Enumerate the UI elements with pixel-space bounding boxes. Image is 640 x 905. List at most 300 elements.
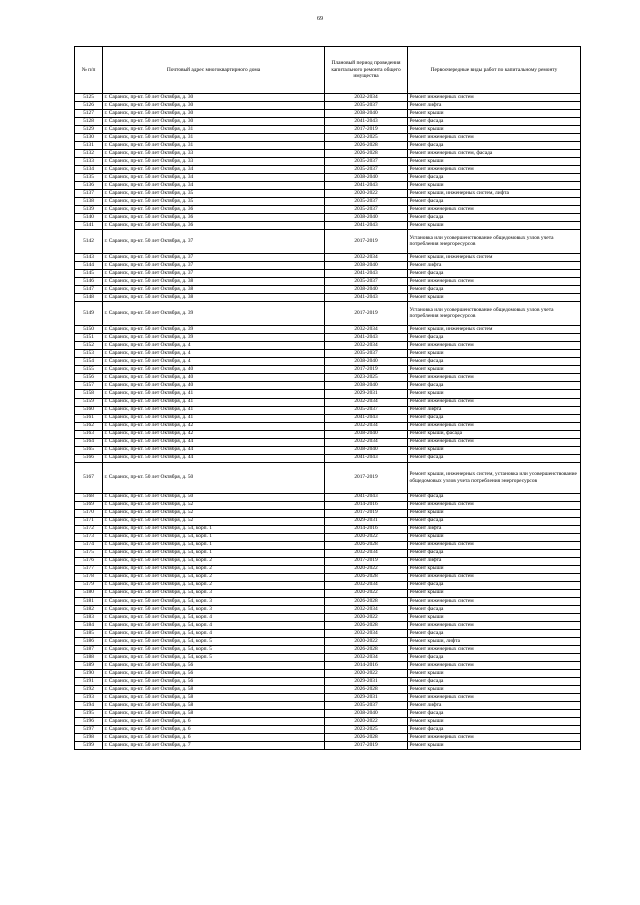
cell-period: 2032-2034 <box>325 438 408 446</box>
cell-num: 5134 <box>75 166 103 174</box>
table-row <box>75 446 581 454</box>
table-row <box>75 525 581 533</box>
cell-works: Ремонт инженерных систем <box>408 278 581 286</box>
table-row <box>75 230 581 254</box>
cell-works: Установка или усовершенствование общедомовых узлов учета потребления энергоресурсов <box>408 302 581 326</box>
cell-num: 5135 <box>75 174 103 182</box>
cell-period: 2038-2040 <box>325 110 408 118</box>
table-row <box>75 565 581 573</box>
cell-period: 2041-2043 <box>325 182 408 190</box>
cell-num: 5165 <box>75 446 103 454</box>
cell-works: Ремонт инженерных систем <box>408 438 581 446</box>
table-row <box>75 589 581 597</box>
table-row <box>75 166 581 174</box>
cell-num: 5170 <box>75 509 103 517</box>
cell-address: г. Саранск, пр-кт. 50 лет Октября, д. 6 <box>103 726 325 734</box>
table-row <box>75 110 581 118</box>
cell-period: 2041-2043 <box>325 222 408 230</box>
cell-works: Ремонт фасада <box>408 358 581 366</box>
cell-address: г. Саранск, пр-кт. 50 лет Октября, д. 35 <box>103 198 325 206</box>
table-row <box>75 573 581 581</box>
cell-address: г. Саранск, пр-кт. 50 лет Октября, д. 37 <box>103 262 325 270</box>
cell-num: 5126 <box>75 102 103 110</box>
table-row <box>75 517 581 525</box>
cell-period: 2029-2031 <box>325 517 408 525</box>
cell-works: Ремонт инженерных систем <box>408 166 581 174</box>
cell-num: 5127 <box>75 110 103 118</box>
cell-address: г. Саранск, пр-кт. 50 лет Октября, д. 39 <box>103 326 325 334</box>
cell-num: 5150 <box>75 326 103 334</box>
cell-works: Ремонт крыши <box>408 718 581 726</box>
cell-num: 5149 <box>75 302 103 326</box>
table-row <box>75 294 581 302</box>
cell-works: Ремонт инженерных систем <box>408 734 581 742</box>
cell-num: 5129 <box>75 126 103 134</box>
cell-period: 2026-2028 <box>325 150 408 158</box>
cell-address: г. Саранск, пр-кт. 50 лет Октября, д. 36 <box>103 206 325 214</box>
table-row <box>75 605 581 613</box>
table-row <box>75 326 581 334</box>
table-row <box>75 222 581 230</box>
cell-works: Ремонт лифта <box>408 262 581 270</box>
cell-period: 2032-2034 <box>325 398 408 406</box>
cell-address: г. Саранск, пр-кт. 50 лет Октября, д. 33 <box>103 150 325 158</box>
cell-works: Ремонт крыши <box>408 742 581 750</box>
cell-address: г. Саранск, пр-кт. 50 лет Октября, д. 31 <box>103 142 325 150</box>
cell-period: 2032-2034 <box>325 629 408 637</box>
table-row <box>75 382 581 390</box>
cell-period: 2041-2043 <box>325 334 408 342</box>
cell-works: Ремонт лифта <box>408 525 581 533</box>
table-row <box>75 549 581 557</box>
cell-period: 2035-2037 <box>325 406 408 414</box>
table-row <box>75 406 581 414</box>
cell-works: Ремонт инженерных систем <box>408 342 581 350</box>
cell-period: 2017-2019 <box>325 509 408 517</box>
cell-num: 5190 <box>75 669 103 677</box>
cell-address: г. Саранск, пр-кт. 50 лет Октября, д. 41 <box>103 390 325 398</box>
cell-num: 5139 <box>75 206 103 214</box>
cell-num: 5194 <box>75 702 103 710</box>
cell-num: 5143 <box>75 254 103 262</box>
header-period: Плановый период проведения капитального ремонта общего имущества <box>325 47 408 94</box>
cell-period: 2032-2034 <box>325 342 408 350</box>
cell-works: Установка или усовершенствование общедомовых узлов учета потребления энергоресурсов <box>408 230 581 254</box>
cell-num: 5197 <box>75 726 103 734</box>
table-row <box>75 414 581 422</box>
cell-num: 5152 <box>75 342 103 350</box>
cell-period: 2032-2034 <box>325 549 408 557</box>
cell-works: Ремонт инженерных систем <box>408 501 581 509</box>
cell-works: Ремонт фасада <box>408 334 581 342</box>
cell-period: 2020-2022 <box>325 589 408 597</box>
cell-address: г. Саранск, пр-кт. 50 лет Октября, д. 34 <box>103 166 325 174</box>
table-row <box>75 126 581 134</box>
cell-num: 5131 <box>75 142 103 150</box>
cell-num: 5160 <box>75 406 103 414</box>
cell-works: Ремонт инженерных систем <box>408 374 581 382</box>
cell-num: 5174 <box>75 541 103 549</box>
table-row <box>75 302 581 326</box>
table-row <box>75 509 581 517</box>
cell-num: 5181 <box>75 597 103 605</box>
cell-address: г. Саранск, пр-кт. 50 лет Октября, д. 58 <box>103 702 325 710</box>
cell-works: Ремонт инженерных систем <box>408 541 581 549</box>
cell-address: г. Саранск, пр-кт. 50 лет Октября, д. 39 <box>103 334 325 342</box>
cell-address: г. Саранск, пр-кт. 50 лет Октября, д. 54, корп. 4 <box>103 613 325 621</box>
cell-num: 5163 <box>75 430 103 438</box>
cell-address: г. Саранск, пр-кт. 50 лет Октября, д. 6 <box>103 718 325 726</box>
table-row <box>75 501 581 509</box>
table-body <box>75 94 581 750</box>
table-row <box>75 645 581 653</box>
cell-works: Ремонт крыши <box>408 366 581 374</box>
cell-period: 2017-2019 <box>325 302 408 326</box>
cell-address: г. Саранск, пр-кт. 50 лет Октября, д. 54, корп. 4 <box>103 621 325 629</box>
cell-address: г. Саранск, пр-кт. 50 лет Октября, д. 52 <box>103 517 325 525</box>
table-row <box>75 430 581 438</box>
cell-num: 5178 <box>75 573 103 581</box>
cell-num: 5147 <box>75 286 103 294</box>
cell-address: г. Саранск, пр-кт. 50 лет Октября, д. 38 <box>103 286 325 294</box>
cell-address: г. Саранск, пр-кт. 50 лет Октября, д. 54, корп. 2 <box>103 565 325 573</box>
cell-works: Ремонт инженерных систем <box>408 398 581 406</box>
cell-period: 2023-2025 <box>325 374 408 382</box>
cell-period: 2035-2037 <box>325 166 408 174</box>
table-row <box>75 726 581 734</box>
cell-address: г. Саранск, пр-кт. 50 лет Октября, д. 41 <box>103 414 325 422</box>
cell-address: г. Саранск, пр-кт. 50 лет Октября, д. 40 <box>103 382 325 390</box>
cell-period: 2035-2037 <box>325 350 408 358</box>
cell-num: 5176 <box>75 557 103 565</box>
cell-period: 2032-2034 <box>325 254 408 262</box>
cell-works: Ремонт фасада <box>408 710 581 718</box>
cell-period: 2038-2040 <box>325 358 408 366</box>
table-row <box>75 629 581 637</box>
table-row <box>75 286 581 294</box>
cell-num: 5158 <box>75 390 103 398</box>
cell-address: г. Саранск, пр-кт. 50 лет Октября, д. 58 <box>103 686 325 694</box>
table-row <box>75 366 581 374</box>
table-row <box>75 102 581 110</box>
table-row <box>75 214 581 222</box>
cell-num: 5193 <box>75 694 103 702</box>
cell-period: 2020-2022 <box>325 718 408 726</box>
table-row <box>75 653 581 661</box>
cell-works: Ремонт фасада <box>408 414 581 422</box>
cell-address: г. Саранск, пр-кт. 50 лет Октября, д. 4 <box>103 358 325 366</box>
cell-period: 2026-2028 <box>325 142 408 150</box>
cell-num: 5177 <box>75 565 103 573</box>
cell-num: 5145 <box>75 270 103 278</box>
cell-period: 2035-2037 <box>325 158 408 166</box>
cell-works: Ремонт фасада <box>408 198 581 206</box>
table-row <box>75 182 581 190</box>
cell-period: 2032-2034 <box>325 94 408 102</box>
cell-num: 5199 <box>75 742 103 750</box>
table-row <box>75 621 581 629</box>
cell-works: Ремонт крыши <box>408 533 581 541</box>
cell-period: 2017-2019 <box>325 742 408 750</box>
cell-works: Ремонт крыши, инженерных систем, лифта <box>408 190 581 198</box>
cell-period: 2017-2019 <box>325 366 408 374</box>
cell-works: Ремонт фасада <box>408 629 581 637</box>
cell-period: 2032-2034 <box>325 326 408 334</box>
cell-period: 2014-2016 <box>325 525 408 533</box>
cell-period: 2041-2043 <box>325 454 408 462</box>
table-header-row <box>75 47 581 94</box>
cell-num: 5132 <box>75 150 103 158</box>
cell-num: 5133 <box>75 158 103 166</box>
table-row <box>75 742 581 750</box>
cell-num: 5161 <box>75 414 103 422</box>
table-row <box>75 454 581 462</box>
cell-works: Ремонт крыши <box>408 390 581 398</box>
cell-num: 5172 <box>75 525 103 533</box>
cell-works: Ремонт крыши, лифта <box>408 637 581 645</box>
cell-num: 5175 <box>75 549 103 557</box>
table-row <box>75 190 581 198</box>
cell-period: 2032-2034 <box>325 581 408 589</box>
cell-works: Ремонт крыши <box>408 669 581 677</box>
cell-num: 5180 <box>75 589 103 597</box>
table-row <box>75 541 581 549</box>
cell-works: Ремонт фасада <box>408 581 581 589</box>
table-row <box>75 661 581 669</box>
cell-address: г. Саранск, пр-кт. 50 лет Октября, д. 54, корп. 5 <box>103 653 325 661</box>
cell-period: 2020-2022 <box>325 637 408 645</box>
cell-works: Ремонт фасада <box>408 270 581 278</box>
cell-works: Ремонт крыши, инженерных систем <box>408 254 581 262</box>
cell-period: 2041-2043 <box>325 493 408 501</box>
cell-address: г. Саранск, пр-кт. 50 лет Октября, д. 52 <box>103 509 325 517</box>
cell-num: 5151 <box>75 334 103 342</box>
table-row <box>75 134 581 142</box>
table-row <box>75 350 581 358</box>
table-row <box>75 694 581 702</box>
cell-works: Ремонт инженерных систем <box>408 134 581 142</box>
cell-address: г. Саранск, пр-кт. 50 лет Октября, д. 54, корп. 3 <box>103 589 325 597</box>
cell-num: 5162 <box>75 422 103 430</box>
repair-schedule-table <box>74 46 581 750</box>
page-number: 69 <box>317 16 323 22</box>
cell-period: 2029-2031 <box>325 694 408 702</box>
cell-address: г. Саранск, пр-кт. 50 лет Октября, д. 56 <box>103 669 325 677</box>
cell-works: Ремонт крыши, инженерных систем, установка или усовершенствование общедомовых узлов учета потребления энергоресурсов <box>408 462 581 493</box>
cell-address: г. Саранск, пр-кт. 50 лет Октября, д. 31 <box>103 134 325 142</box>
cell-works: Ремонт крыши <box>408 294 581 302</box>
cell-period: 2035-2037 <box>325 198 408 206</box>
cell-address: г. Саранск, пр-кт. 50 лет Октября, д. 54, корп. 3 <box>103 605 325 613</box>
cell-works: Ремонт инженерных систем <box>408 94 581 102</box>
table-row <box>75 438 581 446</box>
cell-works: Ремонт крыши <box>408 182 581 190</box>
table-row <box>75 118 581 126</box>
cell-works: Ремонт фасада <box>408 142 581 150</box>
cell-works: Ремонт фасада <box>408 677 581 685</box>
cell-period: 2038-2040 <box>325 174 408 182</box>
cell-num: 5155 <box>75 366 103 374</box>
cell-num: 5156 <box>75 374 103 382</box>
table-row <box>75 206 581 214</box>
cell-address: г. Саранск, пр-кт. 50 лет Октября, д. 54, корп. 5 <box>103 637 325 645</box>
cell-address: г. Саранск, пр-кт. 50 лет Октября, д. 35 <box>103 190 325 198</box>
cell-num: 5141 <box>75 222 103 230</box>
table-row <box>75 533 581 541</box>
cell-works: Ремонт инженерных систем <box>408 694 581 702</box>
cell-address: г. Саранск, пр-кт. 50 лет Октября, д. 54, корп. 2 <box>103 573 325 581</box>
cell-num: 5183 <box>75 613 103 621</box>
cell-period: 2038-2040 <box>325 430 408 438</box>
cell-address: г. Саранск, пр-кт. 50 лет Октября, д. 54, корп. 1 <box>103 541 325 549</box>
cell-period: 2029-2031 <box>325 677 408 685</box>
cell-works: Ремонт фасада <box>408 174 581 182</box>
cell-works: Ремонт лифта <box>408 102 581 110</box>
table-row <box>75 557 581 565</box>
cell-works: Ремонт инженерных систем <box>408 597 581 605</box>
cell-address: г. Саранск, пр-кт. 50 лет Октября, д. 30 <box>103 102 325 110</box>
header-num: № п/п <box>75 47 103 94</box>
cell-address: г. Саранск, пр-кт. 50 лет Октября, д. 41 <box>103 398 325 406</box>
table-row <box>75 342 581 350</box>
cell-period: 2026-2028 <box>325 621 408 629</box>
cell-period: 2035-2037 <box>325 102 408 110</box>
table-row <box>75 637 581 645</box>
cell-num: 5191 <box>75 677 103 685</box>
cell-address: г. Саранск, пр-кт. 50 лет Октября, д. 58 <box>103 694 325 702</box>
cell-num: 5136 <box>75 182 103 190</box>
cell-works: Ремонт фасада <box>408 493 581 501</box>
cell-period: 2041-2043 <box>325 414 408 422</box>
cell-works: Ремонт фасада <box>408 653 581 661</box>
cell-works: Ремонт фасада <box>408 549 581 557</box>
table-row <box>75 278 581 286</box>
cell-period: 2020-2022 <box>325 613 408 621</box>
cell-period: 2026-2028 <box>325 686 408 694</box>
cell-num: 5168 <box>75 493 103 501</box>
cell-address: г. Саранск, пр-кт. 50 лет Октября, д. 4 <box>103 342 325 350</box>
cell-address: г. Саранск, пр-кт. 50 лет Октября, д. 33 <box>103 158 325 166</box>
cell-period: 2041-2043 <box>325 270 408 278</box>
cell-works: Ремонт инженерных систем <box>408 661 581 669</box>
cell-works: Ремонт крыши <box>408 446 581 454</box>
cell-address: г. Саранск, пр-кт. 50 лет Октября, д. 52 <box>103 501 325 509</box>
cell-period: 2038-2040 <box>325 710 408 718</box>
cell-works: Ремонт крыши <box>408 565 581 573</box>
cell-works: Ремонт фасада <box>408 454 581 462</box>
cell-address: г. Саранск, пр-кт. 50 лет Октября, д. 41 <box>103 406 325 414</box>
cell-period: 2038-2040 <box>325 446 408 454</box>
cell-period: 2017-2019 <box>325 557 408 565</box>
cell-num: 5169 <box>75 501 103 509</box>
table-row <box>75 270 581 278</box>
table-row <box>75 158 581 166</box>
cell-num: 5167 <box>75 462 103 493</box>
cell-period: 2041-2043 <box>325 294 408 302</box>
cell-num: 5130 <box>75 134 103 142</box>
cell-num: 5192 <box>75 686 103 694</box>
cell-works: Ремонт инженерных систем <box>408 645 581 653</box>
table-row <box>75 334 581 342</box>
cell-period: 2026-2028 <box>325 573 408 581</box>
cell-works: Ремонт фасада <box>408 726 581 734</box>
cell-works: Ремонт крыши <box>408 222 581 230</box>
cell-num: 5164 <box>75 438 103 446</box>
table-row <box>75 613 581 621</box>
cell-address: г. Саранск, пр-кт. 50 лет Октября, д. 4 <box>103 350 325 358</box>
cell-works: Ремонт лифта <box>408 557 581 565</box>
table-row <box>75 669 581 677</box>
table-row <box>75 398 581 406</box>
cell-period: 2038-2040 <box>325 286 408 294</box>
cell-address: г. Саранск, пр-кт. 50 лет Октября, д. 54, корп. 4 <box>103 629 325 637</box>
cell-works: Ремонт фасада <box>408 286 581 294</box>
cell-works: Ремонт фасада <box>408 605 581 613</box>
cell-period: 2020-2022 <box>325 669 408 677</box>
cell-works: Ремонт инженерных систем, фасада <box>408 150 581 158</box>
cell-works: Ремонт крыши <box>408 686 581 694</box>
cell-address: г. Саранск, пр-кт. 50 лет Октября, д. 30 <box>103 94 325 102</box>
cell-period: 2023-2025 <box>325 134 408 142</box>
table-row <box>75 198 581 206</box>
cell-period: 2035-2037 <box>325 278 408 286</box>
table-row <box>75 462 581 493</box>
cell-address: г. Саранск, пр-кт. 50 лет Октября, д. 6 <box>103 734 325 742</box>
table-row <box>75 374 581 382</box>
table-row <box>75 358 581 366</box>
cell-num: 5166 <box>75 454 103 462</box>
cell-address: г. Саранск, пр-кт. 50 лет Октября, д. 31 <box>103 126 325 134</box>
cell-period: 2026-2028 <box>325 597 408 605</box>
cell-works: Ремонт крыши <box>408 613 581 621</box>
cell-address: г. Саранск, пр-кт. 50 лет Октября, д. 54, корп. 1 <box>103 533 325 541</box>
cell-address: г. Саранск, пр-кт. 50 лет Октября, д. 54, корп. 3 <box>103 597 325 605</box>
cell-address: г. Саранск, пр-кт. 50 лет Октября, д. 54, корп. 2 <box>103 581 325 589</box>
table-row <box>75 710 581 718</box>
cell-works: Ремонт фасада <box>408 214 581 222</box>
cell-address: г. Саранск, пр-кт. 50 лет Октября, д. 44 <box>103 438 325 446</box>
cell-num: 5142 <box>75 230 103 254</box>
cell-address: г. Саранск, пр-кт. 50 лет Октября, д. 54, корп. 1 <box>103 549 325 557</box>
cell-works: Ремонт крыши <box>408 509 581 517</box>
cell-address: г. Саранск, пр-кт. 50 лет Октября, д. 38 <box>103 278 325 286</box>
cell-address: г. Саранск, пр-кт. 50 лет Октября, д. 34 <box>103 174 325 182</box>
cell-period: 2017-2019 <box>325 126 408 134</box>
table-row <box>75 150 581 158</box>
cell-works: Ремонт лифта <box>408 702 581 710</box>
cell-works: Ремонт крыши <box>408 110 581 118</box>
header-works: Первоочередные виды работ по капитальному ремонту <box>408 47 581 94</box>
cell-num: 5140 <box>75 214 103 222</box>
cell-period: 2026-2028 <box>325 541 408 549</box>
cell-works: Ремонт фасада <box>408 382 581 390</box>
cell-num: 5196 <box>75 718 103 726</box>
cell-works: Ремонт крыши <box>408 126 581 134</box>
cell-address: г. Саранск, пр-кт. 50 лет Октября, д. 30 <box>103 110 325 118</box>
cell-works: Ремонт крыши <box>408 158 581 166</box>
cell-num: 5157 <box>75 382 103 390</box>
cell-address: г. Саранск, пр-кт. 50 лет Октября, д. 30 <box>103 118 325 126</box>
cell-address: г. Саранск, пр-кт. 50 лет Октября, д. 38 <box>103 294 325 302</box>
cell-address: г. Саранск, пр-кт. 50 лет Октября, д. 39 <box>103 302 325 326</box>
cell-address: г. Саранск, пр-кт. 50 лет Октября, д. 54, корп. 1 <box>103 525 325 533</box>
cell-num: 5144 <box>75 262 103 270</box>
cell-period: 2014-2016 <box>325 501 408 509</box>
table-row <box>75 677 581 685</box>
cell-period: 2026-2028 <box>325 734 408 742</box>
cell-address: г. Саранск, пр-кт. 50 лет Октября, д. 37 <box>103 270 325 278</box>
cell-period: 2014-2016 <box>325 661 408 669</box>
